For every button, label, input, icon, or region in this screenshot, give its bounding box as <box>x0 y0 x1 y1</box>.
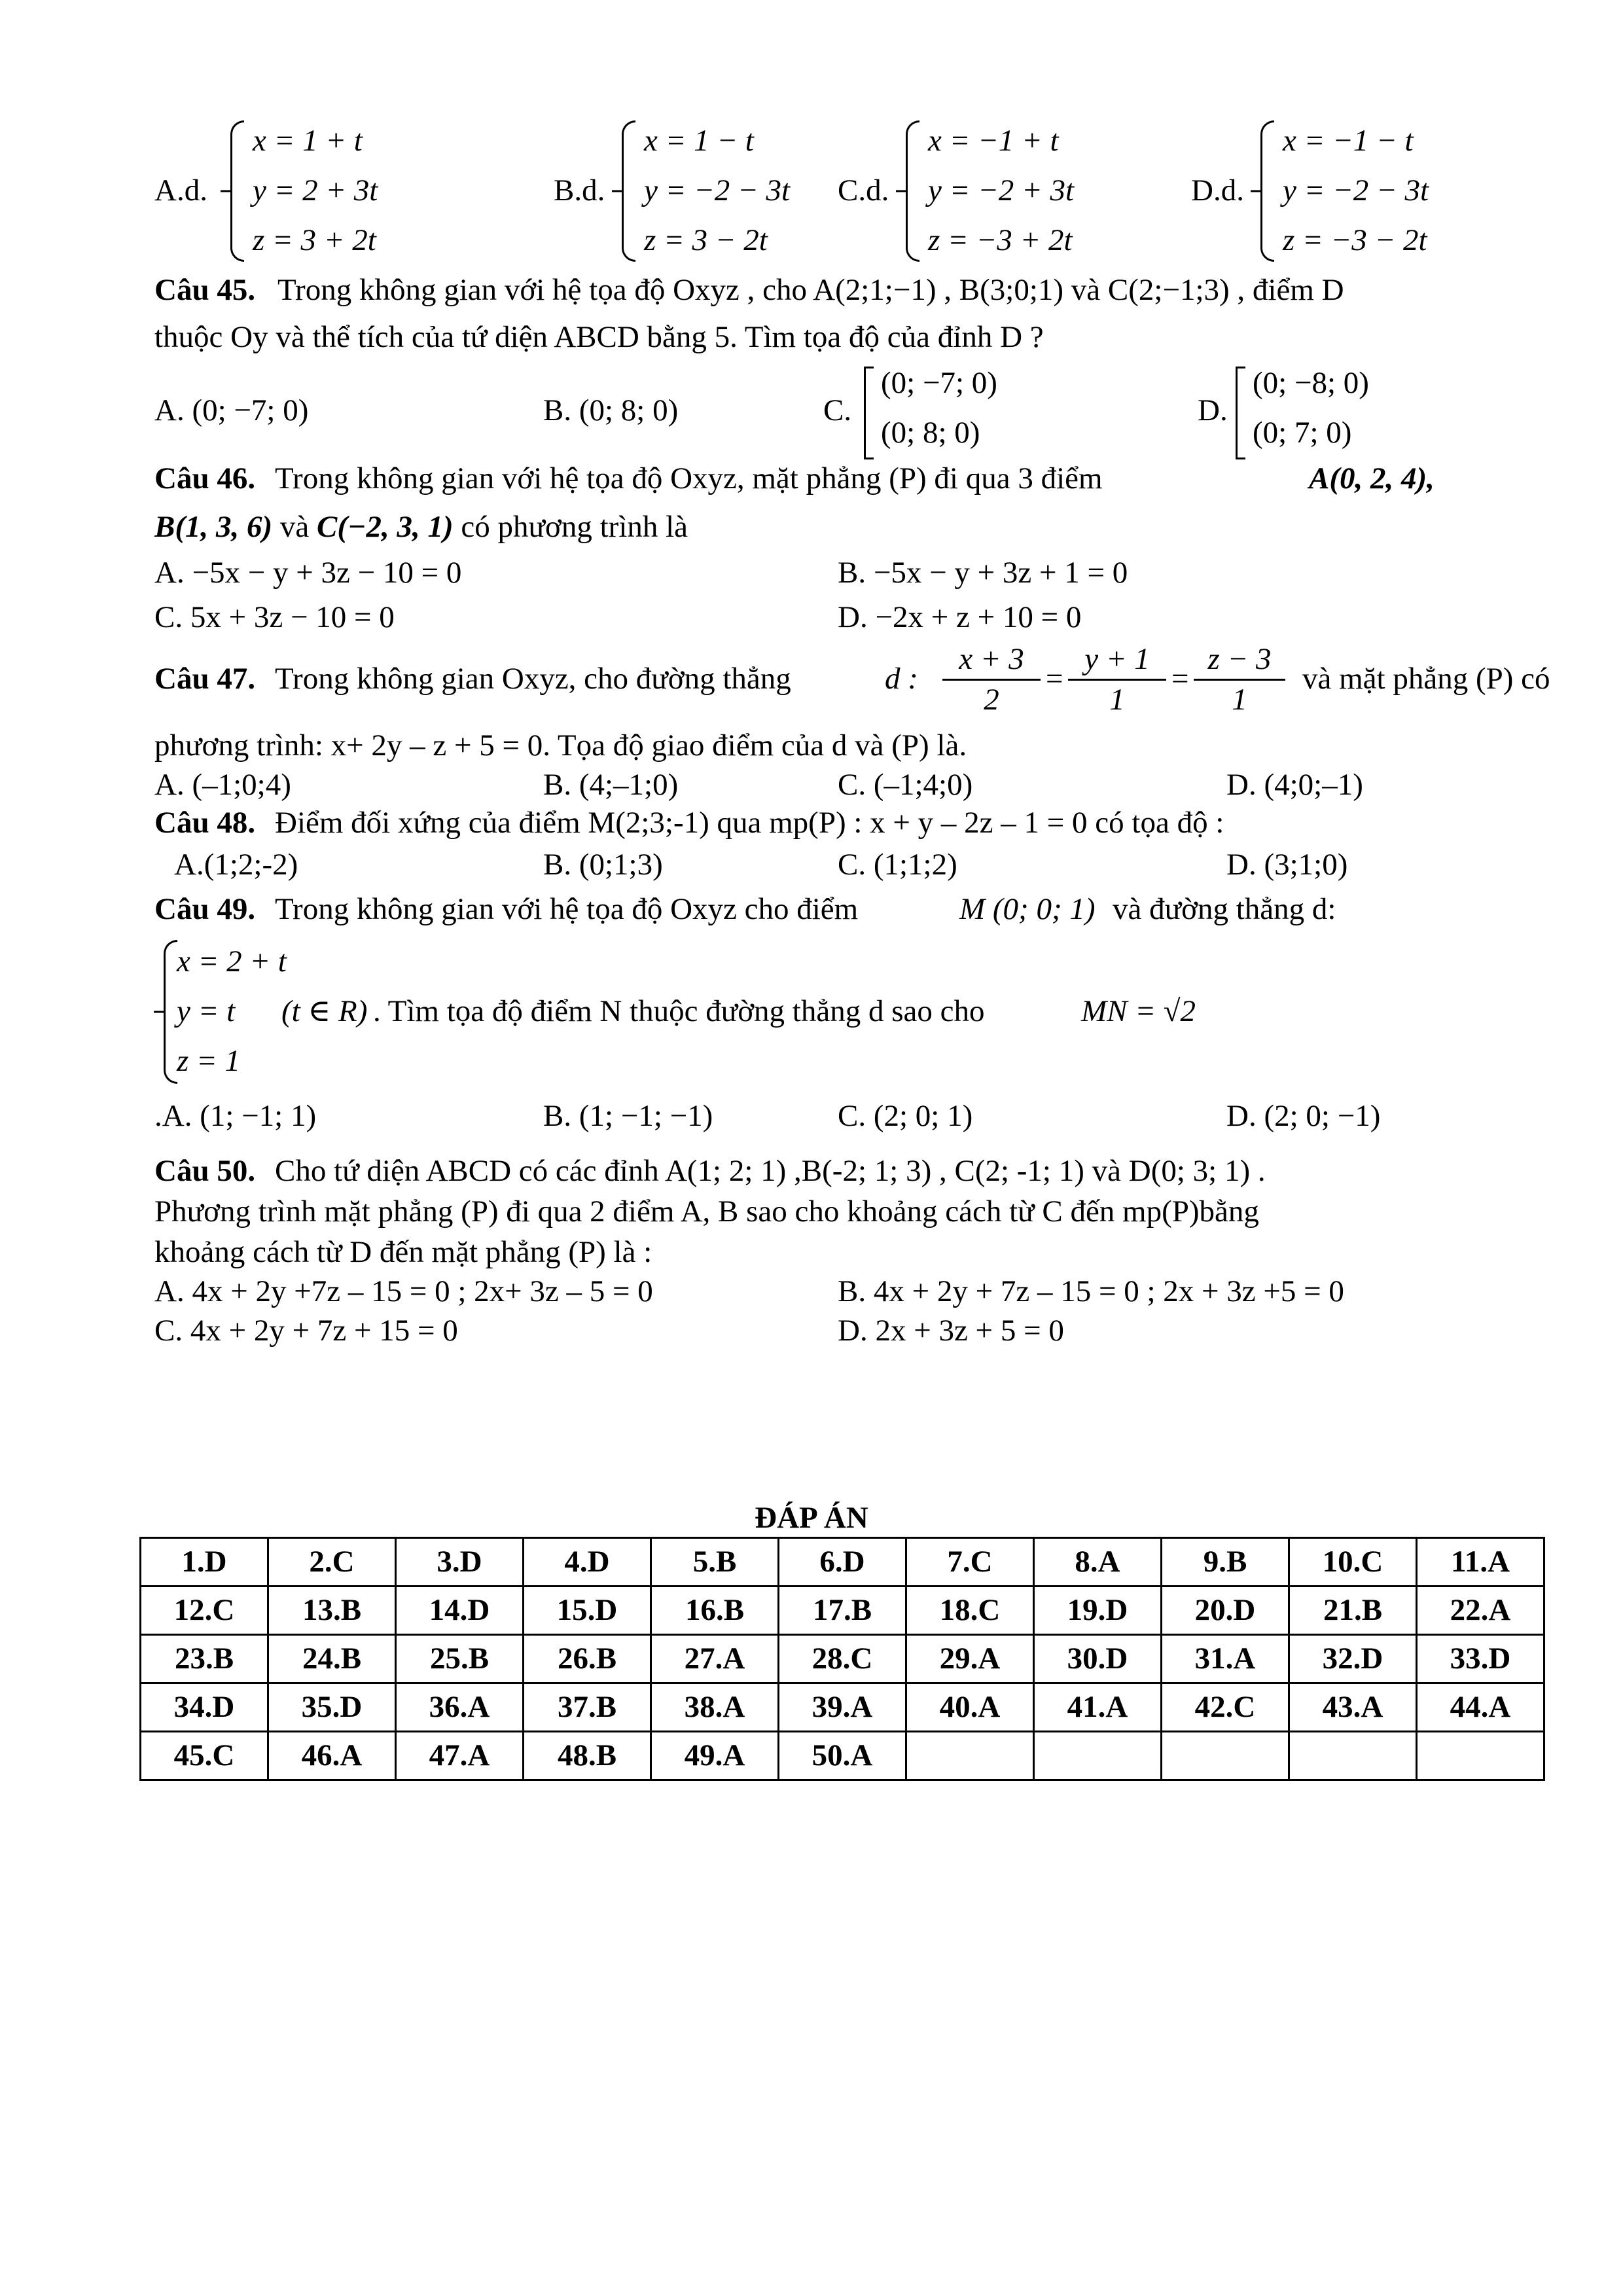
answer-key-cell: 31.A <box>1162 1635 1289 1683</box>
q46-option-d: D. −2x + z + 10 = 0 <box>838 600 1082 634</box>
q45-option-b: B. (0; 8; 0) <box>543 393 679 427</box>
answer-key-cell <box>1162 1732 1289 1780</box>
q47-frac-z-num: z − 3 <box>1194 640 1285 681</box>
q45-line1: Trong không gian với hệ tọa độ Oxyz , cho A(2;1;−1) , B(3;0;1) và C(2;−1;3) , điểm D <box>277 273 1344 307</box>
q44-option-c-label: C.d. <box>838 173 889 207</box>
answer-key-cell: 47.A <box>396 1732 524 1780</box>
q47-frac-y-num: y + 1 <box>1068 640 1166 681</box>
q49-row-1: x = 2 + t <box>177 944 287 978</box>
q44-option-b-system <box>622 118 831 264</box>
q48-option-d: D. (3;1;0) <box>1226 848 1348 882</box>
q46-point-b: B(1, 3, 6) <box>154 510 273 544</box>
q48-option-c: C. (1;1;2) <box>838 848 957 882</box>
answer-key-cell: 38.A <box>651 1683 779 1732</box>
q47-option-a: A. (–1;0;4) <box>154 768 291 802</box>
q47-frac-z-den: 1 <box>1232 682 1247 717</box>
q45-option-c-label: C. <box>823 393 852 427</box>
answer-key-cell: 19.D <box>1034 1587 1162 1635</box>
answer-key-cell: 23.B <box>141 1635 268 1683</box>
q49-label: Câu 49. <box>154 892 256 926</box>
q46-point-c: C(−2, 3, 1) <box>317 510 454 544</box>
answer-key-cell: 13.B <box>268 1587 396 1635</box>
q49-option-b: B. (1; −1; −1) <box>543 1099 713 1133</box>
q44-c-row-2: y = −2 + 3t <box>928 173 1075 207</box>
q47-fraction-z <box>1194 640 1285 719</box>
answer-key-cell: 32.D <box>1289 1635 1417 1683</box>
q44-d-row-3: z = −3 − 2t <box>1283 223 1427 257</box>
answer-key-cell: 27.A <box>651 1635 779 1683</box>
q46-option-c: C. 5x + 3z − 10 = 0 <box>154 600 395 634</box>
answer-key-cell: 41.A <box>1034 1683 1162 1732</box>
answer-key-cell: 20.D <box>1162 1587 1289 1635</box>
q44-a-row-1: x = 1 + t <box>253 124 363 158</box>
answer-key-cell <box>1417 1732 1544 1780</box>
answer-key-cell: 35.D <box>268 1683 396 1732</box>
q46-line1: Trong không gian với hệ tọa độ Oxyz, mặt phẳng (P) đi qua 3 điểm <box>275 461 1103 495</box>
answer-key-cell: 5.B <box>651 1538 779 1587</box>
q46-label: Câu 46. <box>154 461 256 495</box>
answer-key-cell: 44.A <box>1417 1683 1544 1732</box>
q44-option-d-system <box>1260 118 1496 264</box>
answer-key-cell: 2.C <box>268 1538 396 1587</box>
answer-key-cell: 42.C <box>1162 1683 1289 1732</box>
answer-key-cell: 17.B <box>779 1587 906 1635</box>
q49-condition: MN = √2 <box>1081 994 1196 1028</box>
answer-key-cell: 11.A <box>1417 1538 1544 1587</box>
q45-d-row-1: (0; −8; 0) <box>1253 366 1369 400</box>
answer-key-cell: 50.A <box>779 1732 906 1780</box>
answer-key-row <box>141 1732 1544 1780</box>
answer-key-cell: 15.D <box>524 1587 651 1635</box>
answer-key-cell: 43.A <box>1289 1683 1417 1732</box>
answer-key-row <box>141 1587 1544 1635</box>
answer-key-cell: 4.D <box>524 1538 651 1587</box>
q49-option-c: C. (2; 0; 1) <box>838 1099 973 1133</box>
answer-key-row <box>141 1635 1544 1683</box>
q48-option-b: B. (0;1;3) <box>543 848 663 882</box>
q47-equals-1: = <box>1046 662 1063 696</box>
q50-option-a: A. 4x + 2y +7z – 15 = 0 ; 2x+ 3z – 5 = 0 <box>154 1274 653 1308</box>
q45-c-row-2: (0; 8; 0) <box>881 416 980 450</box>
q50-label: Câu 50. <box>154 1154 256 1188</box>
q44-b-row-2: y = −2 − 3t <box>644 173 791 207</box>
q49-line1: Trong không gian với hệ tọa độ Oxyz cho điểm <box>275 892 859 926</box>
q50-option-d: D. 2x + 3z + 5 = 0 <box>838 1314 1064 1348</box>
q48-text: Điểm đối xứng của điểm M(2;3;-1) qua mp(P) : x + y – 2z – 1 = 0 có tọa độ : <box>275 806 1224 840</box>
q49-line1-end: và đường thẳng d: <box>1113 892 1336 926</box>
answer-key-cell: 7.C <box>906 1538 1034 1587</box>
answer-key-title: ĐÁP ÁN <box>755 1501 868 1535</box>
q44-d-row-1: x = −1 − t <box>1283 124 1414 158</box>
answer-key-body <box>141 1538 1544 1780</box>
answer-key-cell: 29.A <box>906 1635 1034 1683</box>
q45-option-d-set <box>1236 364 1419 462</box>
q50-line3: khoảng cách từ D đến mặt phẳng (P) là : <box>154 1235 652 1269</box>
q46-line2 <box>154 508 688 547</box>
answer-key-cell: 18.C <box>906 1587 1034 1635</box>
q49-option-d: D. (2; 0; −1) <box>1226 1099 1381 1133</box>
q47-post: và mặt phẳng (P) có <box>1302 662 1550 696</box>
answer-key-cell: 16.B <box>651 1587 779 1635</box>
answer-key-cell: 28.C <box>779 1635 906 1683</box>
q46-option-a: A. −5x − y + 3z − 10 = 0 <box>154 556 462 590</box>
q44-c-row-3: z = −3 + 2t <box>928 223 1073 257</box>
q45-option-d-label: D. <box>1198 393 1228 427</box>
q50-line1: Cho tứ diện ABCD có các đỉnh A(1; 2; 1) ,B(-2; 1; 3) , C(2; -1; 1) và D(0; 3; 1) . <box>275 1154 1266 1188</box>
q47-frac-x-den: 2 <box>984 682 999 717</box>
q50-option-c: C. 4x + 2y + 7z + 15 = 0 <box>154 1314 458 1348</box>
q48-option-a: A.(1;2;-2) <box>174 848 298 882</box>
q44-b-row-1: x = 1 − t <box>644 124 754 158</box>
q46-point-a: A(0, 2, 4), <box>1309 461 1435 495</box>
answer-key-cell: 14.D <box>396 1587 524 1635</box>
q49-text: . Tìm tọa độ điểm N thuộc đường thẳng d sao cho <box>373 994 985 1028</box>
q45-c-row-1: (0; −7; 0) <box>881 366 997 400</box>
q45-d-row-2: (0; 7; 0) <box>1253 416 1352 450</box>
q46-line2-end: có phương trình là <box>453 510 688 544</box>
q44-d-row-2: y = −2 − 3t <box>1283 173 1429 207</box>
answer-key-cell: 3.D <box>396 1538 524 1587</box>
q44-option-b-label: B.d. <box>554 173 605 207</box>
answer-key-cell: 34.D <box>141 1683 268 1732</box>
answer-key-cell: 37.B <box>524 1683 651 1732</box>
q47-option-d: D. (4;0;–1) <box>1226 768 1363 802</box>
answer-key-cell: 26.B <box>524 1635 651 1683</box>
q45-option-c-set <box>864 364 1047 462</box>
q44-option-a-label: A.d. <box>154 173 207 207</box>
q47-option-c: C. (–1;4;0) <box>838 768 973 802</box>
q45-option-a: A. (0; −7; 0) <box>154 393 309 427</box>
q46-line2-mid: và <box>272 510 317 544</box>
answer-key-cell: 8.A <box>1034 1538 1162 1587</box>
q49-param: (t ∈ R) <box>281 994 368 1028</box>
q47-fraction-y <box>1068 640 1166 719</box>
answer-key-cell: 36.A <box>396 1683 524 1732</box>
q45-line2: thuộc Oy và thể tích của tứ diện ABCD bằng 5. Tìm tọa độ của đỉnh D ? <box>154 320 1044 354</box>
answer-key-cell: 1.D <box>141 1538 268 1587</box>
answer-key-cell: 46.A <box>268 1732 396 1780</box>
answer-key-cell: 9.B <box>1162 1538 1289 1587</box>
q50-option-b: B. 4x + 2y + 7z – 15 = 0 ; 2x + 3z +5 = 0 <box>838 1274 1344 1308</box>
q44-option-c-system <box>906 118 1128 264</box>
answer-key-cell: 24.B <box>268 1635 396 1683</box>
answer-key-cell: 39.A <box>779 1683 906 1732</box>
answer-key-cell: 33.D <box>1417 1635 1544 1683</box>
answer-key-cell: 21.B <box>1289 1587 1417 1635</box>
answer-key-cell: 12.C <box>141 1587 268 1635</box>
answer-key-row <box>141 1683 1544 1732</box>
q46-option-b: B. −5x − y + 3z + 1 = 0 <box>838 556 1128 590</box>
q44-option-a-system <box>230 118 427 264</box>
q47-equals-2: = <box>1171 662 1189 696</box>
q47-pre: Trong không gian Oxyz, cho đường thẳng <box>275 662 791 696</box>
answer-key-cell: 10.C <box>1289 1538 1417 1587</box>
answer-key-cell: 48.B <box>524 1732 651 1780</box>
q44-b-row-3: z = 3 − 2t <box>644 223 768 257</box>
answer-key-cell: 22.A <box>1417 1587 1544 1635</box>
q47-option-b: B. (4;–1;0) <box>543 768 679 802</box>
q44-option-d-label: D.d. <box>1191 173 1244 207</box>
answer-key-cell <box>1289 1732 1417 1780</box>
q50-line2: Phương trình mặt phẳng (P) đi qua 2 điểm A, B sao cho khoảng cách từ C đến mp(P)bằng <box>154 1194 1259 1229</box>
answer-key-cell <box>1034 1732 1162 1780</box>
q47-label: Câu 47. <box>154 662 256 696</box>
q44-c-row-1: x = −1 + t <box>928 124 1059 158</box>
answer-key-cell: 49.A <box>651 1732 779 1780</box>
answer-key-cell <box>906 1732 1034 1780</box>
answer-key-cell: 40.A <box>906 1683 1034 1732</box>
q47-frac-y-den: 1 <box>1109 682 1125 717</box>
answer-key-table <box>139 1537 1545 1781</box>
q47-line2: phương trình: x+ 2y – z + 5 = 0. Tọa độ giao điểm của d và (P) là. <box>154 728 967 762</box>
answer-key-cell: 6.D <box>779 1538 906 1587</box>
q49-point-m: M (0; 0; 1) <box>959 892 1096 926</box>
answer-key-cell: 30.D <box>1034 1635 1162 1683</box>
q44-a-row-3: z = 3 + 2t <box>253 223 376 257</box>
q49-row-2: y = t <box>177 994 236 1028</box>
q47-d-label: d : <box>885 662 918 696</box>
q49-row-3: z = 1 <box>177 1044 241 1078</box>
answer-key-cell: 45.C <box>141 1732 268 1780</box>
q44-a-row-2: y = 2 + 3t <box>253 173 378 207</box>
q45-label: Câu 45. <box>154 273 256 307</box>
q47-fraction-x <box>942 640 1041 719</box>
answer-key-cell: 25.B <box>396 1635 524 1683</box>
q49-option-a: .A. (1; −1; 1) <box>154 1099 317 1133</box>
q47-frac-x-num: x + 3 <box>942 640 1041 681</box>
q48-label: Câu 48. <box>154 806 256 840</box>
answer-key-row <box>141 1538 1544 1587</box>
